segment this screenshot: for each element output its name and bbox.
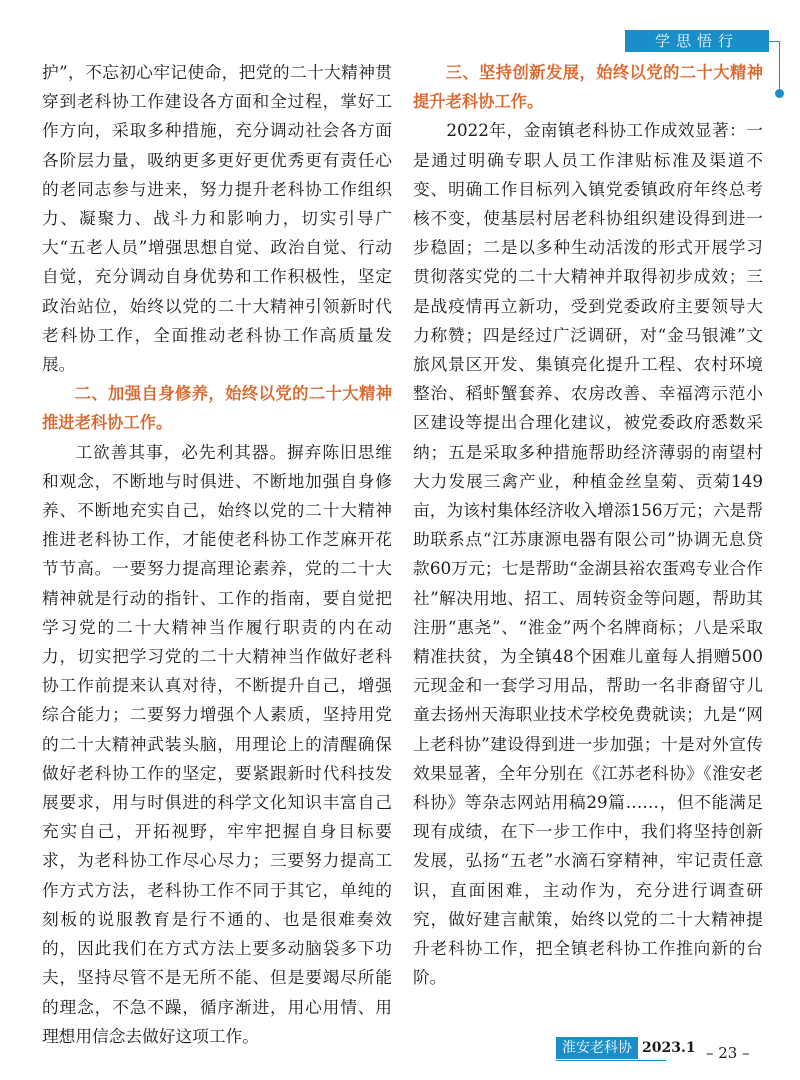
- left-column: [42, 58, 392, 1051]
- tag-connector-line: [769, 41, 779, 42]
- section-heading-3: 三、坚持创新发展，始终以党的二十大精神提升老科协工作。: [413, 63, 763, 112]
- page-number: – 23 –: [706, 1044, 750, 1062]
- paragraph-continued: 护”，不忘初心牢记使命，把党的二十大精神贯穿到老科协工作建设各方面和全过程，掌好工作方向，采取多种措施，充分调动社会各方面各阶层力量，吸纳更多更好更优秀更有责任心的老同志参与进来，努力提升老科协工作组织力、凝聚力、战斗力和影响力，切实引导广大“五老人员”增强思想自觉、政治自觉、行动自觉，充分调动自身优势和工作积极性，坚定政治站位，始终以党的二十大精神引领新时代老科协工作，全面推动老科协工作高质量发展。: [42, 62, 392, 375]
- issue-number: 2023.1: [642, 1040, 696, 1056]
- paragraph-section-2: 工欲善其事，必先利其器。摒弃陈旧思维和观念，不断地与时俱进、不断地加强自身修养、不断地充实自己，始终以党的二十大精神推进老科协工作，才能使老科协工作芝麻开花节节高。一要努力提高理论素养，党的二十大精神就是行动的指针、工作的指南，要自觉把学习党的二十大精神当作履行职责的内在动力，切实把学习党的二十大精神当作做好老科协工作前提来认真对待，不断提升自己，增强综合能力；二要努力增强个人素质，坚持用党的二十大精神武装头脑，用理论上的清醒确保做好老科协工作的坚定，要紧跟新时代科技发展要求，用与时俱进的科学文化知识丰富自己充实自己，开拓视野，牢牢把握自身目标要求，为老科协工作尽心尽力；三要努力提高工作方式方法，老科协工作不同于其它，单纯的刻板的说服教育是行不通的、也是很难奏效的，因此我们在方式方法上要多动脑袋多下功夫，坚持尽管不是无所不能、但是要竭尽所能的理念，不急不躁，循序渐进，用心用情、用理想用信念去做好这项工作。: [42, 441, 392, 1046]
- footer-masthead: [556, 1037, 696, 1059]
- tag-dot: [775, 89, 784, 98]
- footer-underline: [556, 1060, 666, 1061]
- right-column: [413, 58, 763, 993]
- tag-vertical-line: [779, 41, 780, 93]
- section-tag: 学思悟行: [625, 30, 769, 52]
- section-heading-2: 二、加强自身修养，始终以党的二十大精神推进老科协工作。: [42, 384, 392, 433]
- paragraph-section-3: 2022年，金南镇老科协工作成效显著：一是通过明确专职人员工作津贴标准及渠道不变、明确工作目标列入镇党委镇政府年终总考核不变，使基层村居老科协组织建设得到进一步稳固；二是以多种生动活泼的形式开展学习贯彻落实党的二十大精神并取得初步成效；三是战疫情再立新功，受到党委政府主要领导大力称赞；四是经过广泛调研，对“金马银滩”文旅风景区开发、集镇亮化提升工程、农村环境整治、稻虾蟹套养、农房改善、幸福湾示范小区建设等提出合理化建议，被党委政府悉数采纳；五是采取多种措施帮助经济薄弱的南望村大力发展三禽产业，种植金丝皇菊、贡菊149亩，为该村集体经济收入增添156万元；六是帮助联系点“江苏康源电器有限公司”协调无息贷款60万元；七是帮助“金湖县裕农蛋鸡专业合作社”解决用地、招工、周转资金等问题，帮助其注册“惠尧”、“淮金”两个名牌商标；八是采取精准扶贫，为全镇48个困难儿童每人捐赠500元现金和一套学习用品，帮助一名非裔留守儿童去扬州天海职业技术学校免费就读；九是“网上老科协”建设得到进一步加强；十是对外宣传效果显著，全年分别在《江苏老科协》《淮安老科协》等杂志网站用稿29篇……，但不能满足现有成绩，在下一步工作中，我们将坚持创新发展，弘扬“五老”水滴石穿精神，牢记责任意识，直面困难，主动作为，充分进行调查研究，做好建言献策，始终以党的二十大精神提升老科协工作，把全镇老科协工作推向新的台阶。: [413, 120, 763, 988]
- journal-name: 淮安老科协: [556, 1037, 638, 1059]
